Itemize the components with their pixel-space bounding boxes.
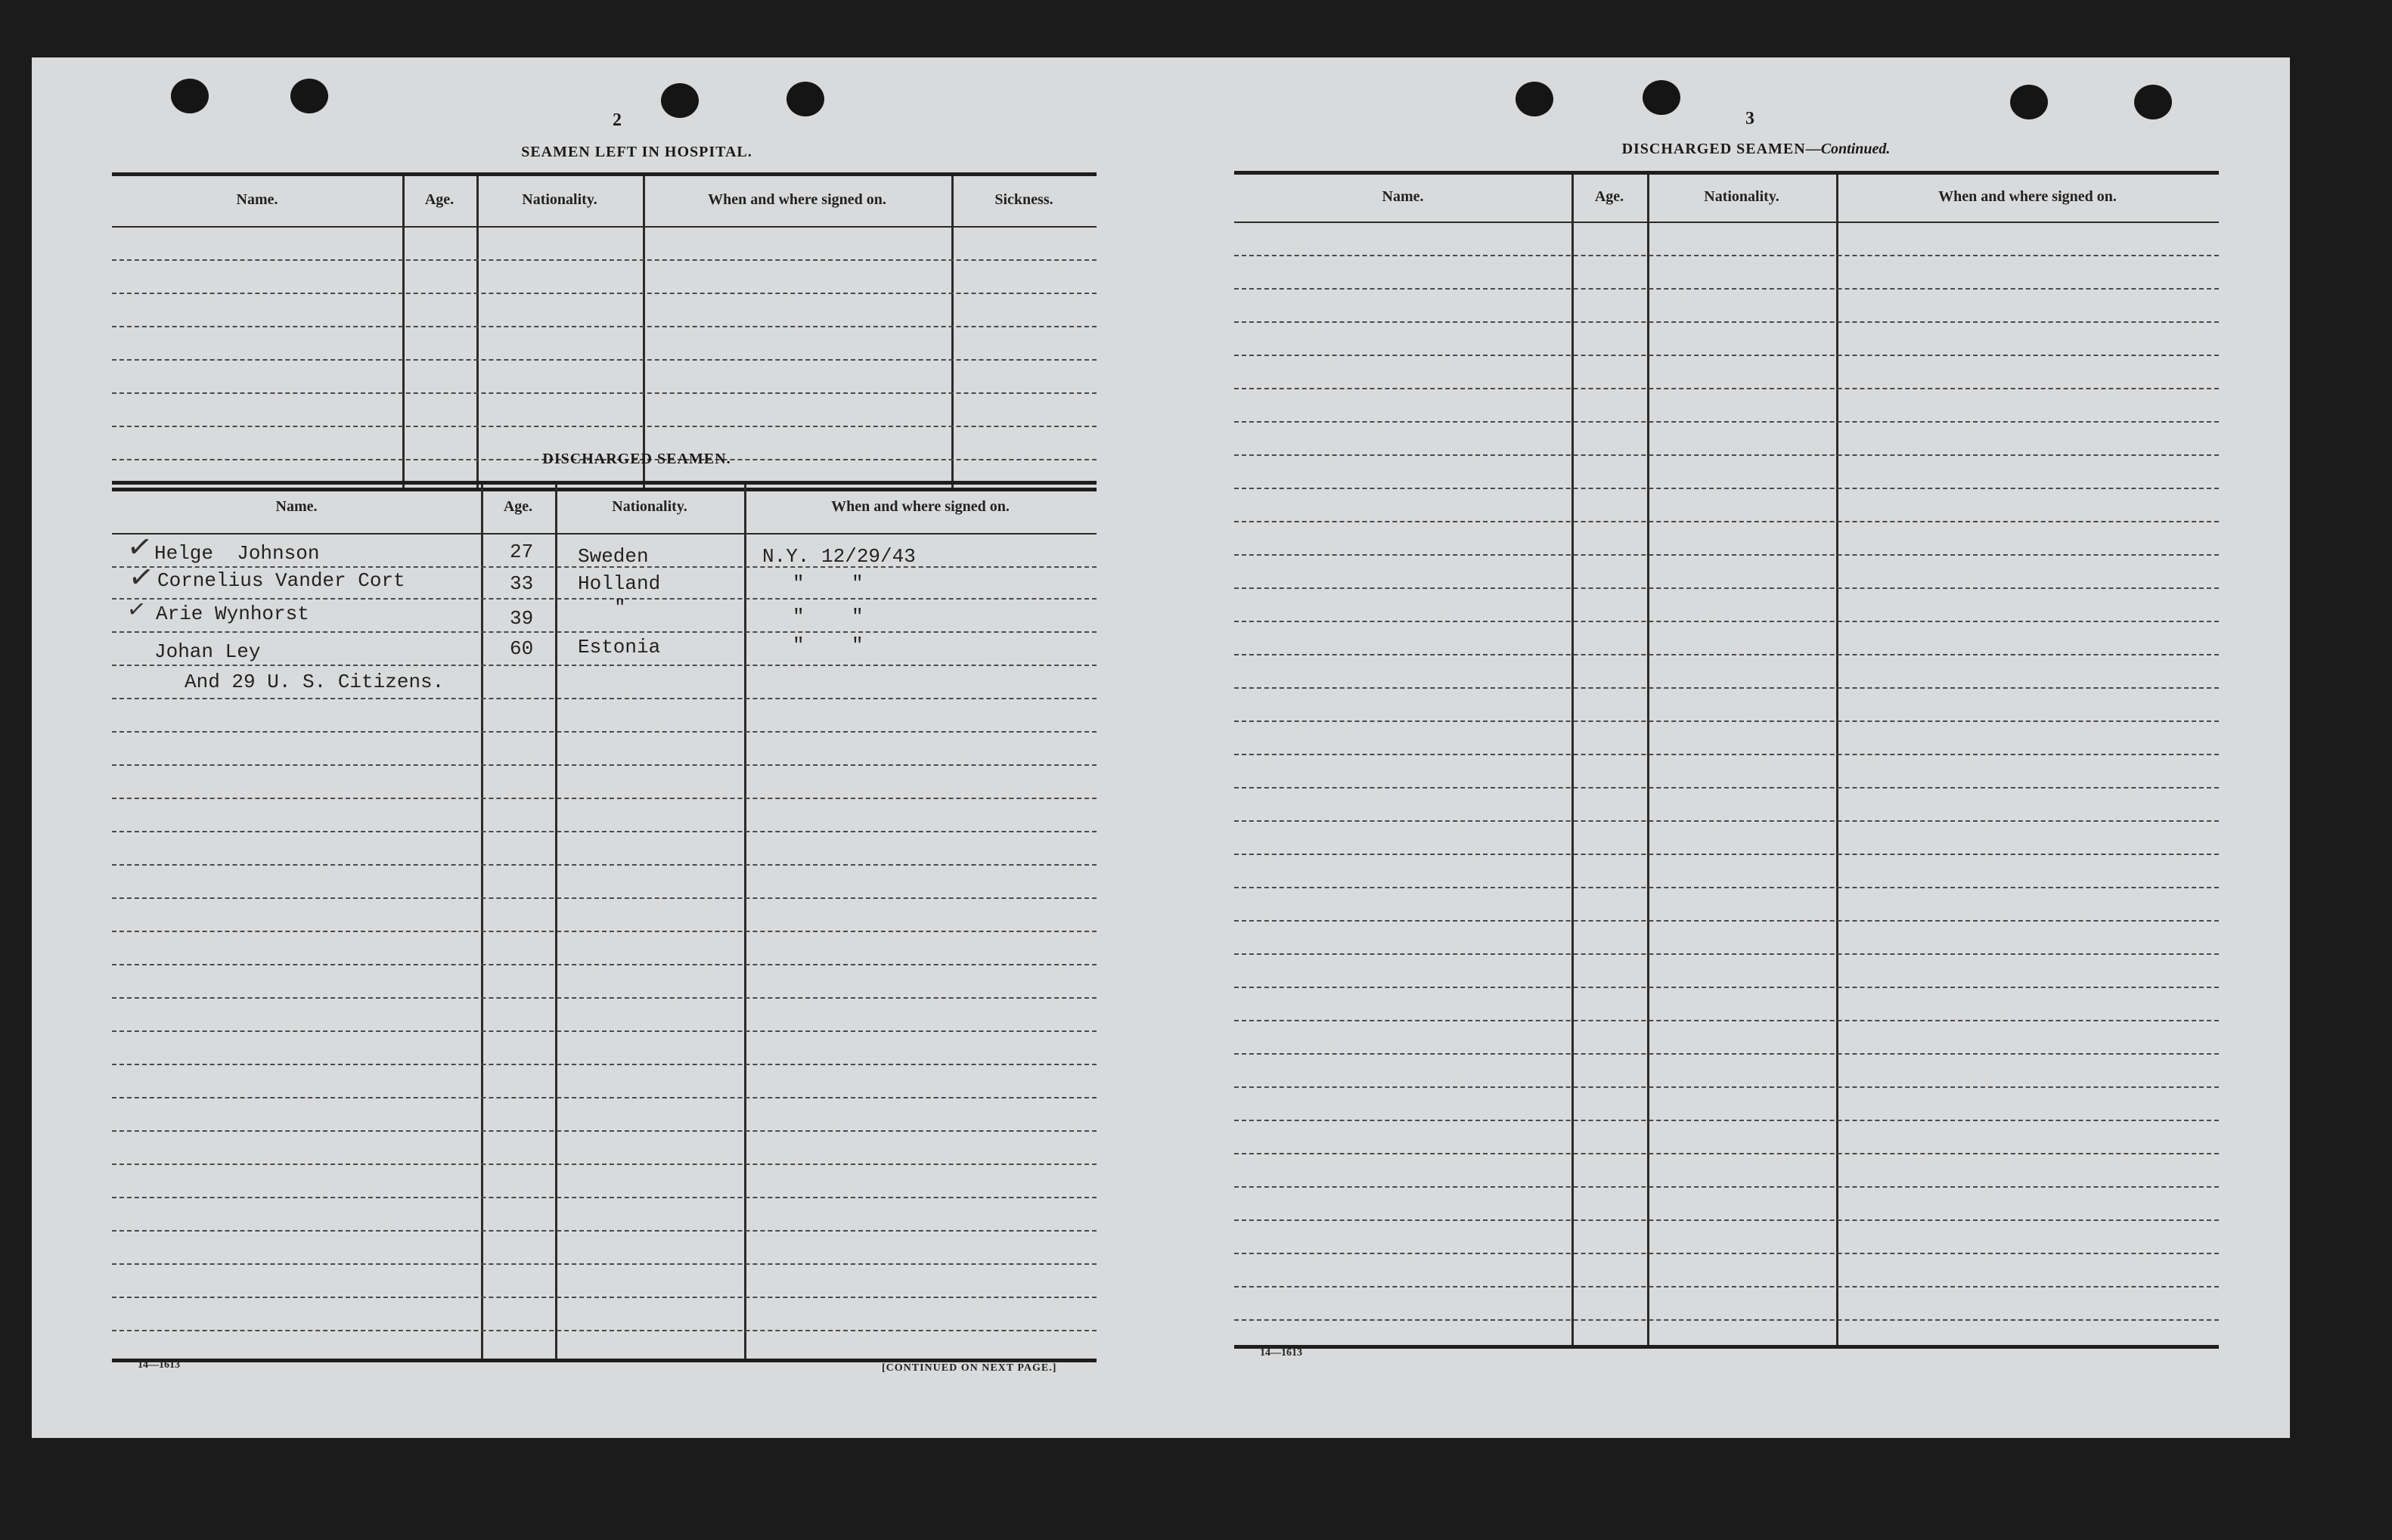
seaman-age-1: 27 [510,541,534,563]
hospital-section-title: SEAMEN LEFT IN HOSPITAL. [521,144,752,160]
punch-hole [2010,85,2048,119]
seaman-name-1: Helge Johnson [154,542,320,565]
punch-hole [290,79,328,113]
citizens-note: And 29 U. S. Citizens. [185,671,445,693]
discharged-col-name: Name. [275,498,318,515]
continued-col-signed-on: When and where signed on. [1938,188,2117,205]
seaman-nationality-3: " [614,596,626,619]
punch-hole [1516,82,1553,116]
seaman-nationality-4: Estonia [578,636,661,658]
discharged-continued-suffix: —Continued. [1805,141,1891,157]
page-number-right: 3 [1745,109,1754,129]
seaman-name-3: Arie Wynhorst [156,603,309,625]
hospital-col-signed-on: When and where signed on. [708,191,886,208]
continued-col-name: Name. [1382,188,1424,205]
hospital-col-sickness: Sickness. [994,191,1053,208]
form-number-right: 14—1613 [1260,1347,1302,1359]
check-mark: ✓ [126,558,157,597]
discharged-col-nationality: Nationality. [612,498,687,515]
seaman-signed-on-2: " " [793,572,864,595]
discharged-col-age: Age. [503,498,533,515]
seaman-signed-on-4: " " [793,634,864,657]
discharged-section-title: DISCHARGED SEAMEN. [542,451,731,467]
discharged-continued-title-main: DISCHARGED SEAMEN [1621,141,1806,157]
seaman-signed-on-1: N.Y. 12/29/43 [762,545,916,568]
hospital-col-nationality: Nationality. [522,191,597,208]
form-number-left: 14—1613 [138,1359,180,1371]
continued-col-nationality: Nationality. [1704,188,1779,205]
discharged-col-signed-on: When and where signed on. [831,498,1010,515]
seaman-name-2: Cornelius Vander Cort [157,569,405,592]
punch-hole [171,79,209,113]
hospital-col-age: Age. [424,191,455,208]
punch-hole [786,82,824,116]
check-mark: ✓ [124,528,155,567]
punch-hole [2134,85,2172,119]
discharged-continued-table [1234,171,2219,1349]
seaman-nationality-2: Holland [578,572,661,595]
discharged-table [112,481,1097,1362]
seaman-age-3: 39 [510,607,534,630]
scanned-document [32,57,2290,1438]
punch-hole [661,83,699,118]
continued-footnote: [CONTINUED ON NEXT PAGE.] [882,1362,1057,1374]
hospital-table [112,172,1097,491]
punch-hole [1643,80,1680,115]
continued-col-age: Age. [1594,188,1624,205]
hospital-col-name: Name. [236,191,278,208]
seaman-age-2: 33 [510,572,534,595]
seaman-signed-on-3: " " [793,606,864,628]
seaman-name-4: Johan Ley [154,640,261,663]
discharged-continued-title [1529,141,1983,158]
seaman-nationality-1: Sweden [578,545,649,568]
page-number-left: 2 [613,110,622,130]
check-mark: ✓ [125,595,148,624]
seaman-age-4: 60 [510,637,534,660]
